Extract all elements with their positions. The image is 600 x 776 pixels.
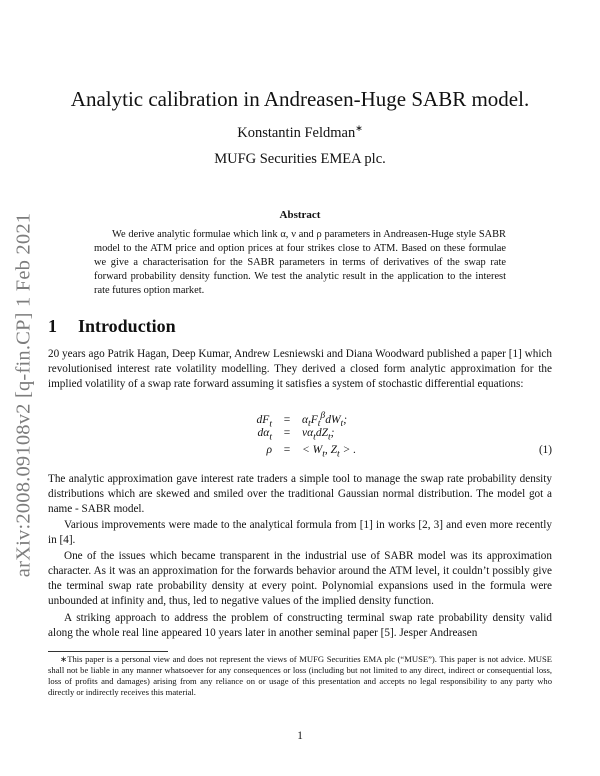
page-number: 1 (297, 730, 303, 742)
equation-number: (1) (538, 444, 552, 456)
section-heading (48, 316, 176, 337)
equation-line-2: $d\alpha_t = \nu\alpha_tdZ_t$; (257, 427, 335, 443)
paragraph-improvements: Various improvements were made to the analytical formula from [1] in works [2, 3] and even more recently in [4]. (48, 519, 552, 546)
author-name: Konstantin Feldman (237, 124, 356, 141)
section-title: Introduction (78, 316, 176, 336)
affiliation: MUFG Securities EMEA plc. (214, 151, 386, 167)
paper-title: Analytic calibration in Andreasen-Huge SABR model. (70, 87, 530, 111)
paragraph-approach: A striking approach to address the problem of constructing terminal swap rate probability density valid along the whole real line appeared 10 years later in another seminal paper [5]. Jesper Andreasen (48, 612, 552, 639)
abstract-text (94, 228, 506, 298)
footnote: ∗This paper is a personal view and does not represent the views of MUFG Securities EMA plc (“MUSE”). This paper is not advice. MUSE shall not be liable in any manner whatsoever for any consequences or loss (including but not limited to any direct, indirect or consequential loss, loss of profits and damages) arising from any reliance on or usage of this presentation and accepts no legal responsibility to any party who directly or indirectly receives this material. (48, 654, 552, 697)
paragraph-issues: One of the issues which became transparent in the industrial use of SABR model was its approximation character. As it was an approximation for the forwards behavior around the ATM level, it couldn’t possibly give the terminal swap rate probability density at every point. Polynomial expansions used in the formula were unbounded at infinity and, thus, led to negative values of the implied density function. (48, 550, 552, 607)
footnote-rule (48, 651, 168, 652)
equation-line-3: ρ = < $W_t$, $Z_t$ > . (266, 444, 357, 460)
abstract-heading: Abstract (279, 209, 321, 221)
arxiv-identifier: arXiv:2008.09108v2 [q-fin.CP] 1 Feb 2021 (12, 212, 35, 578)
paragraph-analytic: The analytic approximation gave interest rate traders a simple tool to manage the swap rate probability density distributions which are skewed and smiled over the traditional Gaussian normal distribution. The model got a name - SABR model. (48, 473, 552, 515)
author-line (40, 123, 560, 142)
paragraph-intro: 20 years ago Patrik Hagan, Deep Kumar, Andrew Lesniewski and Diana Woodward published a paper [1] which revolutionised interest rate volatility modelling. They derived a closed form analytic approximation for the implied volatility of a swap rate forward assuming it satisfies a system of stochastic differential equations: (48, 348, 552, 390)
abstract-body: We derive analytic formulae which link α, ν and ρ parameters in Andreasen-Huge style SABR model to the ATM price and option prices at four strikes close to ATM. Based on these formulae we give a characterisation for the SABR parameters in terms of derivatives of the swap rate forward probability density function. We test the analytic result in the application to the interest rate futures option market. (94, 229, 506, 296)
section-number: 1 (48, 316, 57, 336)
equation-line-1: $dF_t = \alpha_tF_t^\beta dW_t$; (256, 410, 348, 430)
arxiv-sidebar (6, 200, 42, 590)
author-footnote-mark: ∗ (355, 123, 363, 133)
